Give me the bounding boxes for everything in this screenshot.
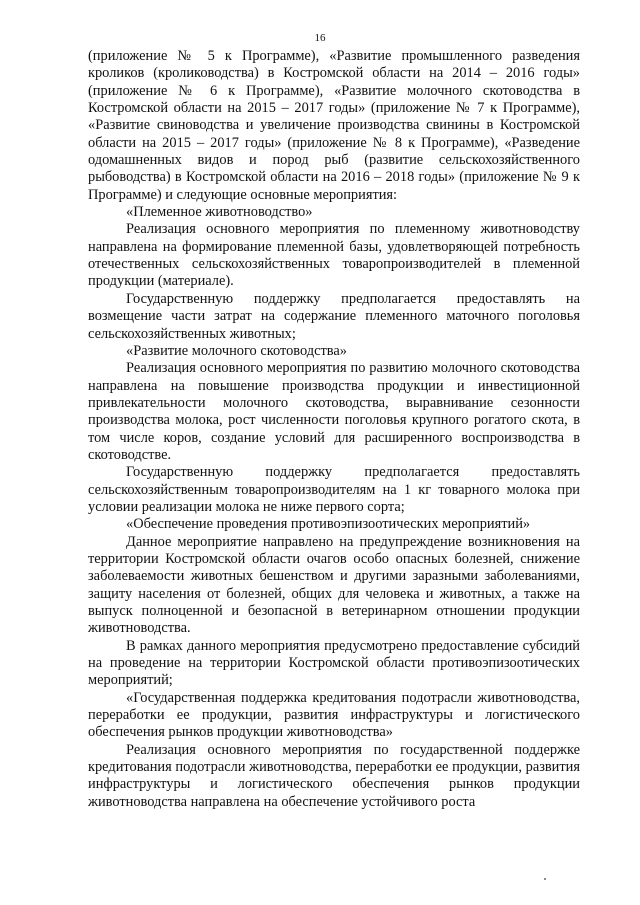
paragraph: Реализация основного мероприятия по племенному животноводству направлена на формирование племенной базы, удовлетворяющей потребность отечественных сельскохозяйственных товаропроизводителей в племенной продукции (материале). <box>88 221 580 290</box>
paragraph: Данное мероприятие направлено на предупреждение возникновения на территории Костромской области очагов особо опасных болезней, снижение заболеваемости животных бешенством и другими заразными заболеваниями, защиту населения от болезней, общих для человека и животных, а также на выпуск полноценной и безопасной в ветеринарном отношении продукции животноводства. <box>88 533 580 637</box>
paragraph: Государственную поддержку предполагается предоставлять сельскохозяйственным товаропроизводителям на 1 кг товарного молока при условии реализации молока не ниже первого сорта; <box>88 464 580 515</box>
paragraph: Государственную поддержку предполагается предоставлять на возмещение части затрат на содержание племенного маточного поголовья сельскохозяйственных животных; <box>88 290 580 342</box>
page-number: 16 <box>314 32 326 44</box>
section-heading: «Государственная поддержка кредитования подотрасли животноводства, переработки ее продукции, развития инфраструктуры и логистического обеспечения рынков продукции животноводства» <box>88 689 580 741</box>
section-heading: «Обеспечение проведения противоэпизоотических мероприятий» <box>126 516 531 533</box>
section-heading: «Племенное животноводство» <box>126 204 313 221</box>
paragraph: Реализация основного мероприятия по государственной поддержке кредитования подотрасли животноводства, переработки ее продукции, развития инфраструктуры и логистического обеспечения рынков продукции животноводства направлена на обеспечение устойчивого роста <box>88 741 580 810</box>
scan-speck <box>544 878 546 880</box>
paragraph: (приложение № 5 к Программе), «Развитие промышленного разведения кроликов (кролиководства) в Костромской области на 2014 – 2016 годы» (приложение № 6 к Программе), «Развитие молочного скотоводства в Костромской области на 2015 – 2017 годы» (приложение № 7 к Программе), «Развитие свиноводства и увеличение производства свинины в Костромской области на 2015 – 2017 годы» (приложение № 8 к Программе), «Разведение одомашненных видов и пород рыб (развитие сельскохозяйственного рыбоводства) в Костромской области на 2016 – 2018 годы» (приложение № 9 к Программе) и следующие основные мероприятия: <box>88 48 580 203</box>
paragraph: В рамках данного мероприятия предусмотрено предоставление субсидий на проведение на территории Костромской области противоэпизоотических мероприятий; <box>88 637 580 689</box>
paragraph: Реализация основного мероприятия по развитию молочного скотоводства направлена на повышение производства продукции и инвестиционной привлекательности молочного скотоводства, выравнивание сезонности производства молока, рост численности поголовья крупного рогатого скота, в том числе коров, создание условий для расширенного воспроизводства в скотоводстве. <box>88 360 580 463</box>
document-body <box>88 48 580 811</box>
section-heading: «Развитие молочного скотоводства» <box>126 342 347 359</box>
